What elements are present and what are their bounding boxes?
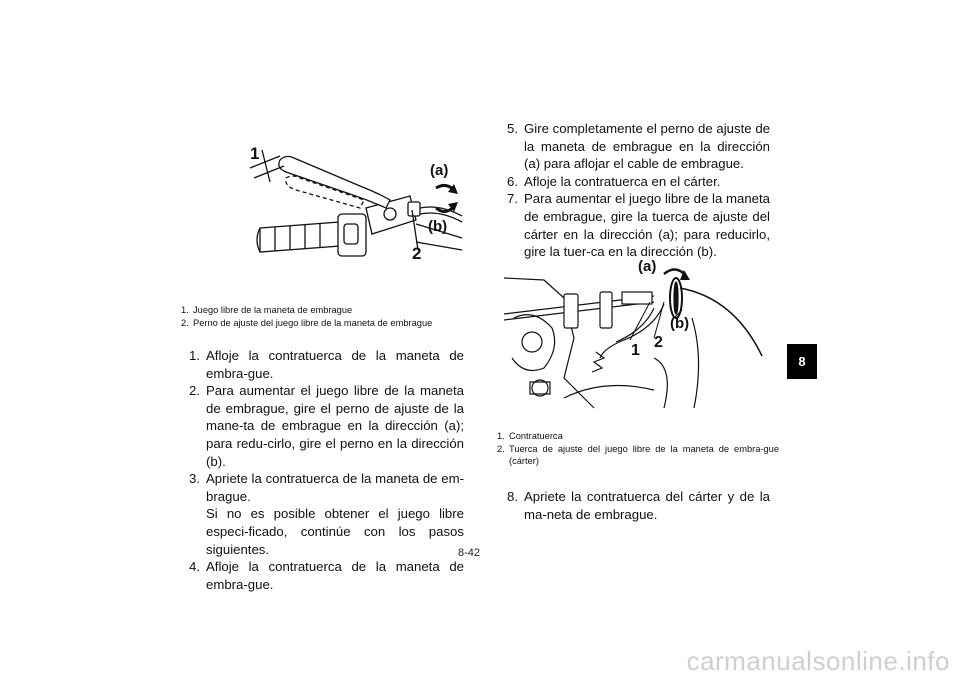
figure2-label-2: 2: [654, 334, 663, 351]
step-item: 4. Afloje la contratuerca de la maneta de embra-gue.: [189, 559, 464, 592]
step-item: 7. Para aumentar el juego libre de la maneta de embrague, gire la tuerca de ajuste del cárter en la dirección (a); para reducirlo, gire la tuer-ca en la dirección (b).: [507, 191, 770, 260]
steps-right-top: [496, 120, 770, 261]
watermark: carmanualsonline.info: [686, 646, 950, 676]
figure1-label-2: 2: [412, 244, 422, 263]
figure-crankcase-adjuster: [504, 258, 774, 414]
step-item: 3. Apriete la contratuerca de la maneta de em-brague. Si no es posible obtener el juego libre especi-ficado, continúe con los pasos siguientes.: [189, 471, 464, 557]
step-note: Si no es posible obtener el juego libre especi-ficado, continúe con los pasos siguientes.: [206, 506, 464, 557]
caption-item: 1. Contratuerca: [497, 431, 563, 441]
figure2-label-a: (a): [638, 258, 657, 275]
figure1-label-b: (b): [428, 218, 448, 235]
step-item: 5. Gire completamente el perno de ajuste de la maneta de embrague en la dirección (a) para aflojar el cable de embrague.: [507, 121, 770, 172]
steps-right-bottom: [496, 488, 770, 523]
figure1-label-a: (a): [430, 162, 449, 179]
chapter-tab: 8: [787, 344, 817, 379]
steps-left: [178, 347, 464, 593]
caption-item: 2. Tuerca de ajuste del juego libre de la maneta de embra-gue (cárter): [497, 443, 779, 466]
figure2-label-1: 1: [631, 342, 640, 359]
step-item: 6. Afloje la contratuerca en el cárter.: [507, 173, 721, 189]
page-number: 8-42: [458, 547, 481, 559]
caption-item: 2. Perno de ajuste del juego libre de la maneta de embrague: [181, 317, 433, 328]
figure2-caption: [497, 430, 779, 468]
figure1-label-1: 1: [250, 144, 260, 163]
step-item: 8. Apriete la contratuerca del cárter y de la ma-neta de embrague.: [507, 489, 770, 522]
caption-item: 1. Juego libre de la maneta de embrague: [181, 305, 353, 315]
figure1-caption: [181, 304, 466, 329]
clutch-lever-illustration: [240, 138, 470, 288]
step-item: 1. Afloje la contratuerca de la maneta de embra-gue.: [189, 348, 464, 381]
crankcase-adjuster-illustration: [504, 258, 774, 414]
figure-clutch-lever: [240, 138, 470, 288]
step-item: 2. Para aumentar el juego libre de la maneta de embrague, gire el perno de ajuste de la mane-ta de embrague en la dirección (a); para redu-cirlo, gire el perno en la dirección (b).: [189, 383, 464, 469]
figure2-label-b: (b): [670, 315, 690, 332]
